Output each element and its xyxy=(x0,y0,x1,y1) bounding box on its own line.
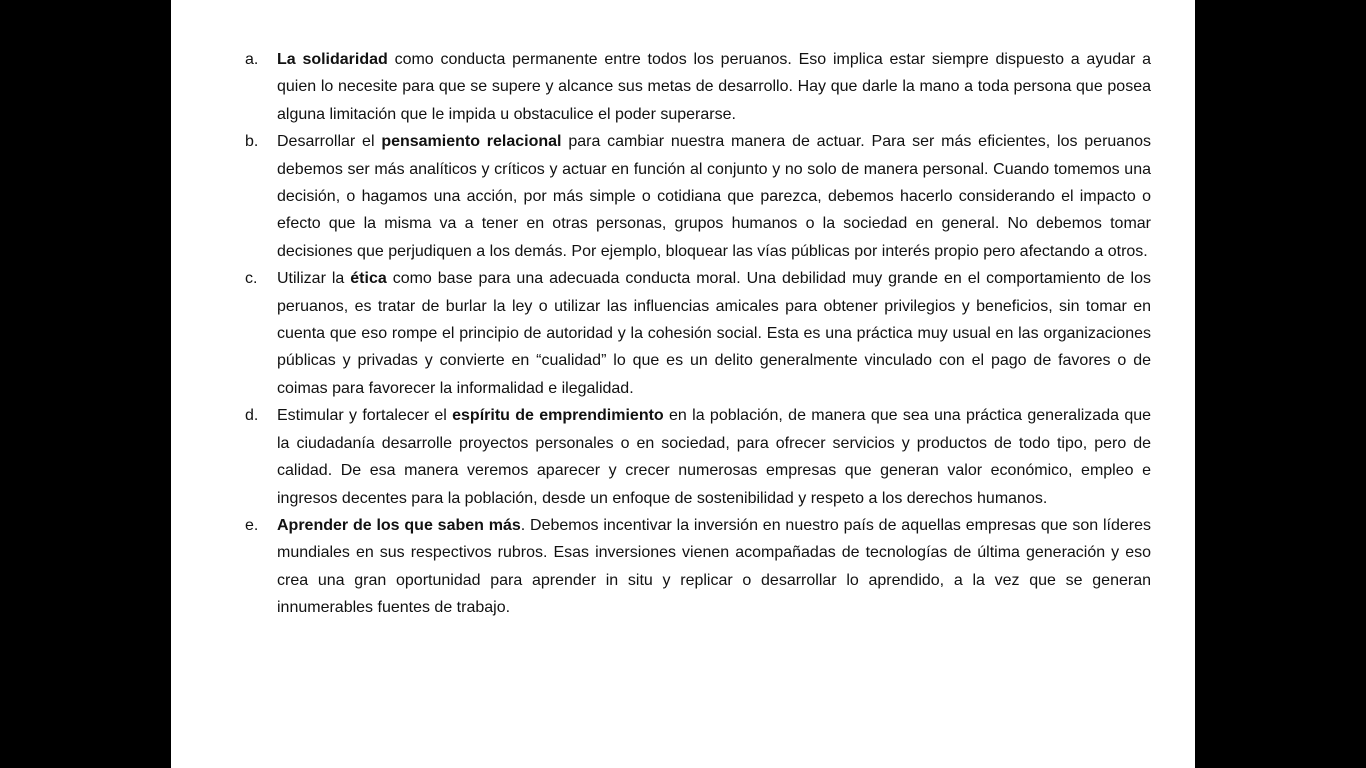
text-lead: Desarrollar el xyxy=(277,133,382,151)
list-item-text xyxy=(277,270,1151,397)
document-page xyxy=(171,0,1195,768)
list-marker: e. xyxy=(245,516,259,534)
text-body: . Debemos incentivar la inversión en nuestro país de aquellas empresas que son líderes mundiales en sus respectivos rubros. Esas inversiones vienen acompañadas de tecnologías de última generación y eso crea una gran oportunidad para aprender in situ y replicar o desarrollar lo aprendido, a la vez que se generan innumerables fuentes de trabajo. xyxy=(277,516,1151,617)
list-item xyxy=(245,402,1151,512)
text-lead: Estimular y fortalecer el xyxy=(277,407,453,425)
bold-term: ética xyxy=(350,270,387,288)
bold-term: pensamiento relacional xyxy=(381,133,562,151)
list-item-text xyxy=(277,517,1151,616)
list-item xyxy=(245,46,1151,128)
list-marker: d. xyxy=(245,407,259,425)
text-lead: Utilizar la xyxy=(277,270,351,288)
list-item xyxy=(245,265,1151,402)
list-marker: c. xyxy=(245,270,258,288)
list-item-text xyxy=(277,133,1151,260)
list-item-text xyxy=(277,407,1151,506)
list-marker: b. xyxy=(245,133,259,151)
text-body: como conducta permanente entre todos los peruanos. Eso implica estar siempre dispuesto a ayudar a quien lo necesite para que se supere y alcance sus metas de desarrollo. Hay que darle la mano a toda persona que posea alguna limitación que le impida u obstaculice el poder superarse. xyxy=(277,51,1152,123)
text-body: en la población, de manera que sea una práctica generalizada que la ciudadanía desarrolle proyectos personales o en sociedad, para ofrecer servicios y productos de todo tipo, pero de calidad. De esa manera veremos aparecer y crecer numerosas empresas que generan valor económico, empleo e ingresos decentes para la población, desde un enfoque de sostenibilidad y respeto a los derechos humanos. xyxy=(277,407,1152,507)
bold-term: La solidaridad xyxy=(277,51,388,68)
text-body: para cambiar nuestra manera de actuar. Para ser más eficientes, los peruanos debemos ser más analíticos y críticos y actuar en función al conjunto y no solo de manera personal. Cuando tomemos una decisión, o hagamos una acción, por más simple o cotidiana que parezca, debemos hacerlo considerando el impacto o efecto que la misma va a tener en otras personas, grupos humanos o la sociedad en general. No debemos tomar decisiones que perjudiquen a los demás. Por ejemplo, bloquear las vías públicas por interés propio pero afectando a otros. xyxy=(277,133,1151,260)
list-marker: a. xyxy=(245,51,259,68)
principles-list xyxy=(245,46,1151,622)
list-item xyxy=(245,512,1151,622)
bold-term: espíritu de emprendimiento xyxy=(452,407,664,425)
text-body: como base para una adecuada conducta moral. Una debilidad muy grande en el comportamiento de los peruanos, es tratar de burlar la ley o utilizar las influencias amicales para obtener privilegios y beneficios, sin tomar en cuenta que eso rompe el principio de autoridad y la cohesión social. Esta es una práctica muy usual en las organizaciones públicas y privadas y convierte en “cualidad” lo que es un delito generalmente vinculado con el pago de favores o de coimas para favorecer la informalidad e ilegalidad. xyxy=(277,270,1151,397)
list-item xyxy=(245,128,1151,265)
list-item-text xyxy=(277,51,1151,123)
bold-term: Aprender de los que saben más xyxy=(277,516,521,534)
